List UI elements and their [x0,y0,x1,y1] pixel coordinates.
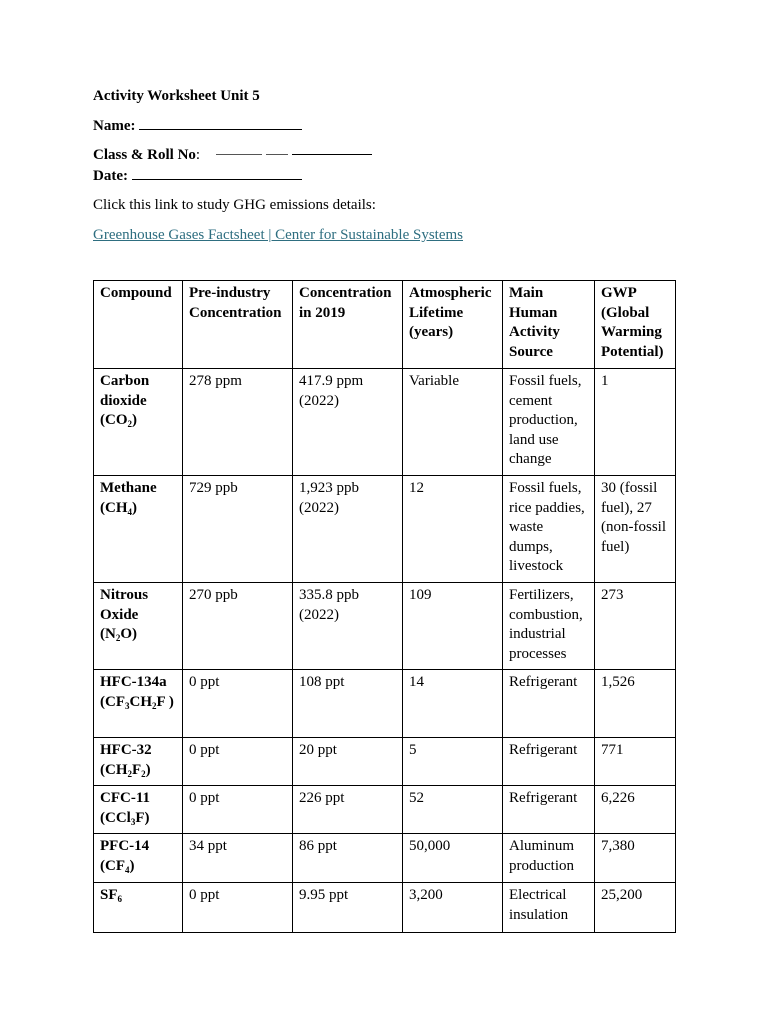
ghg-table [93,280,676,933]
cell-lifetime: 52 [403,786,503,834]
cell-source: Refrigerant [503,670,595,738]
cell-gwp: 25,200 [595,883,676,933]
cell-concentration: 417.9 ppm (2022) [293,369,403,476]
compound-sub2: 2 [141,768,146,779]
compound-tail: ) [129,857,135,874]
cell-gwp: 6,226 [595,786,676,834]
cell-compound [94,369,183,476]
cell-source: Fossil fuels, rice paddies, waste dumps, livestock [503,476,595,583]
worksheet-header [93,86,683,245]
cell-lifetime: 50,000 [403,834,503,883]
table-row [94,583,676,670]
header-concentration: Concentration in 2019 [293,281,403,369]
date-label: Date: [93,168,128,184]
compound-sub: 2 [127,419,132,429]
compound-tail: F ) [156,693,174,710]
cell-pre-industry: 0 ppt [183,738,293,786]
cell-concentration: 226 ppt [293,786,403,834]
table-row [94,476,676,583]
compound-sub: 6 [117,894,123,904]
cell-lifetime: 3,200 [403,883,503,933]
cell-source: Fossil fuels, cement production, land use change [503,369,595,476]
header-compound: Compound [94,281,183,369]
cell-compound [94,476,183,583]
name-blank[interactable] [139,115,302,130]
table-header-row [94,281,676,369]
name-row [93,115,683,136]
compound-tail: ) [145,761,151,778]
header-pre-industry: Pre-industry Concentration [183,281,293,369]
compound-tail: F) [135,809,150,826]
cell-compound [94,786,183,834]
cell-source: Fertilizers, combustion, industrial processes [503,583,595,670]
cell-gwp: 1 [595,369,676,476]
cell-pre-industry: 0 ppt [183,883,293,933]
cell-gwp: 7,380 [595,834,676,883]
cell-concentration: 108 ppt [293,670,403,738]
compound-sub: 4 [125,864,130,875]
cell-source: Electrical insulation [503,883,595,933]
cell-lifetime: 5 [403,738,503,786]
compound-sub: 3 [130,816,136,827]
cell-source: Refrigerant [503,786,595,834]
compound-tail: ) [132,412,137,428]
header-gwp: GWP (Global Warming Potential) [595,281,676,369]
compound-sub: 4 [127,506,132,517]
compound-mid: CH [129,693,152,710]
table-row [94,738,676,786]
cell-source: Refrigerant [503,738,595,786]
cell-compound [94,670,183,738]
compound-compound: HFC-134a (CF [100,674,167,710]
cell-pre-industry: 729 ppb [183,476,293,583]
cell-lifetime: 109 [403,583,503,670]
compound-sub: 2 [115,633,121,643]
intro-text: Click this link to study GHG emissions details: [93,197,376,213]
cell-concentration: 86 ppt [293,834,403,883]
cell-lifetime: Variable [403,369,503,476]
cell-concentration: 9.95 ppt [293,883,403,933]
compound-tail: ) [132,499,137,516]
factsheet-link[interactable]: Greenhouse Gases Factsheet | Center for Sustainable Systems [93,227,463,243]
cell-gwp: 1,526 [595,670,676,738]
worksheet-title: Activity Worksheet Unit 5 [93,88,260,104]
table-row [94,883,676,933]
cell-compound [94,738,183,786]
date-blank[interactable] [132,165,302,180]
class-roll-label: Class & Roll No [93,147,196,163]
table-row [94,834,676,883]
cell-gwp: 771 [595,738,676,786]
header-lifetime: Atmospheric Lifetime (years) [403,281,503,369]
cell-pre-industry: 278 ppm [183,369,293,476]
cell-lifetime: 14 [403,670,503,738]
cell-concentration: 20 ppt [293,738,403,786]
class-roll-row [93,145,683,165]
class-roll-blank[interactable] [216,151,372,159]
compound-compound: Carbon dioxide (CO [100,373,150,428]
table-row [94,670,676,738]
cell-compound [94,883,183,933]
table-row [94,369,676,476]
cell-source: Aluminum production [503,834,595,883]
compound-sub: 2 [127,768,132,779]
cell-concentration: 335.8 ppb (2022) [293,583,403,670]
header-source: Main Human Activity Source [503,281,595,369]
compound-compound: CFC-11 (CCl [100,790,150,826]
name-label: Name: [93,118,136,134]
compound-tail: O) [120,626,137,642]
cell-pre-industry: 0 ppt [183,786,293,834]
cell-concentration: 1,923 ppb (2022) [293,476,403,583]
table-row [94,786,676,834]
cell-compound [94,583,183,670]
compound-compound: Methane (CH [100,480,157,516]
cell-gwp: 273 [595,583,676,670]
cell-pre-industry: 34 ppt [183,834,293,883]
cell-compound [94,834,183,883]
compound-compound: PFC-14 (CF [100,838,150,874]
compound-sub2: 2 [152,700,157,711]
compound-compound: SF [100,887,118,903]
compound-mid: F [132,761,142,778]
class-roll-colon: : [195,147,201,163]
cell-lifetime: 12 [403,476,503,583]
compound-compound: HFC-32 (CH [100,742,152,778]
date-row [93,165,683,185]
cell-pre-industry: 0 ppt [183,670,293,738]
cell-pre-industry: 270 ppb [183,583,293,670]
compound-compound: Nitrous Oxide (N [100,587,149,642]
cell-gwp: 30 (fossil fuel), 27 (non-fossil fuel) [595,476,676,583]
compound-sub: 3 [125,700,130,711]
